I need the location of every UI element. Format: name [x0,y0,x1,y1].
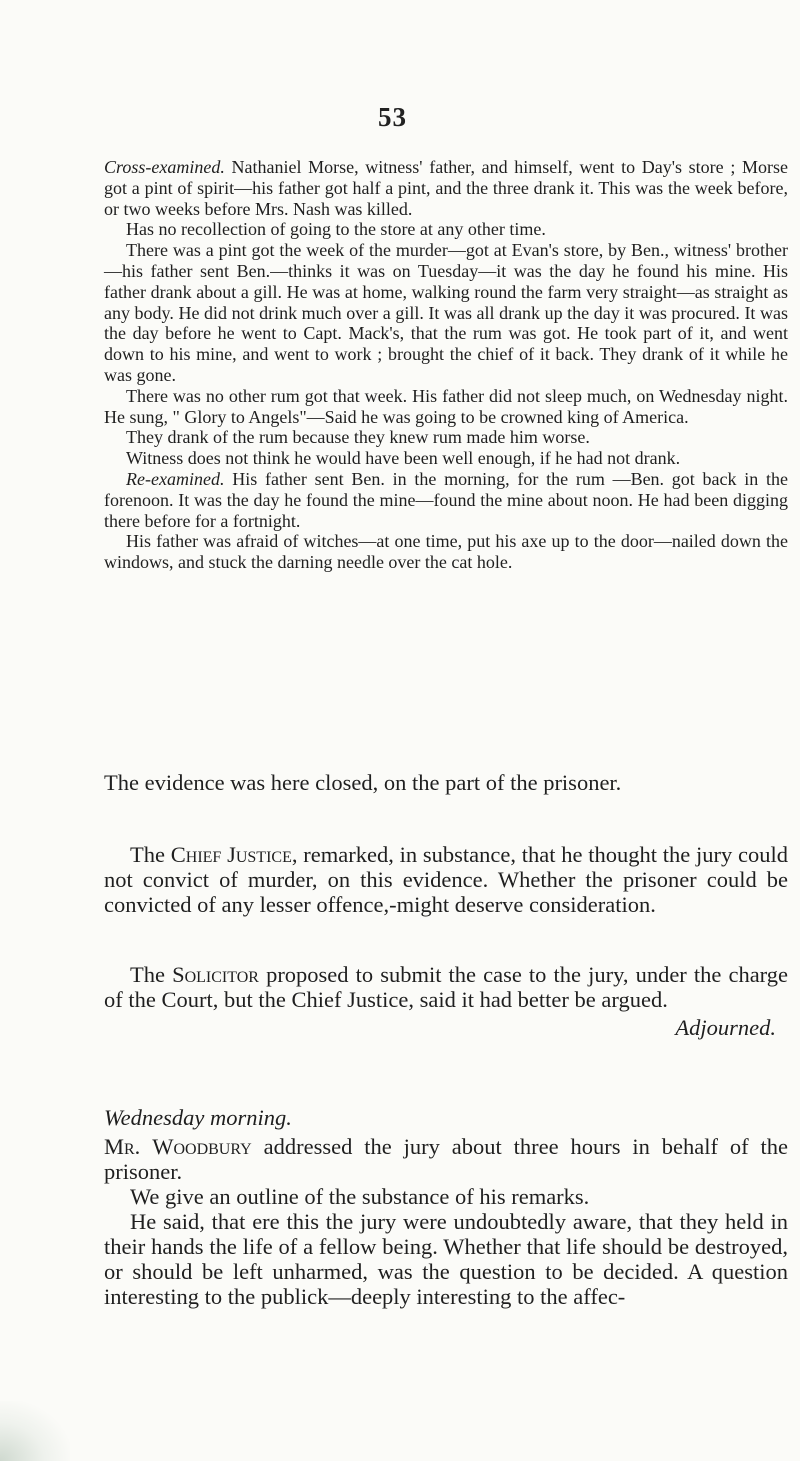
evidence-closed-paragraph: The evidence was here closed, on the part of the prisoner. [104,770,622,795]
adjourned-label: Adjourned. [675,1015,776,1040]
testimony-paragraph: Witness does not think he would have been well enough, if he had not drank. [126,448,681,469]
chief-justice-text: , remarked, in substance, that he thought the jury could not convict of murder, on this evidence. Whether the prisoner could be convicted of any lesser offence,-might deserve consideration. [104,842,789,917]
solicitor-section [104,962,788,1040]
chief-justice-paragraph [104,842,788,917]
adjourned-note [104,1015,788,1040]
cross-examination-text: Nathaniel Morse, witness' father, and himself, went to Day's store ; Morse got a pint of spirit—his father got half a pint, and the three drank it. This was the week before, or two weeks before Mrs. Nash was killed. [104,157,788,219]
woodbury-text: addressed the jury about three hours in behalf of the prisoner. [104,1134,789,1184]
testimony-paragraph: They drank of the rum because they knew rum made him worse. [126,427,590,448]
chief-justice-section [104,842,788,917]
solicitor-text: proposed to submit the case to the jury, under the charge of the Court, but the Chief Justice, said it had better be argued. [104,962,789,1012]
page-number: 53 [378,102,407,132]
woodbury-paragraph [104,1134,788,1184]
cross-examined-label: Cross-examined. [104,157,225,177]
chief-justice-prefix: The [130,842,165,867]
testimony-paragraph: There was a pint got the week of the murder—got at Evan's store, by Ben., witness' brother—his father sent Ben.—thinks it was on Tuesday—it was the day he found his mine. His father drank about a gill. He was at home, walking round the farm very straight—as straight as any body. He did not drink much over a gill. It was all drank up the day it was procured. It was the day before he went to Capt. Mack's, that the rum was got. He took part of it, and went down to his mine, and went to work ; brought the chief of it back. They drank of it while he was gone. [104,240,788,385]
outline-paragraph: We give an outline of the substance of his remarks. [130,1184,590,1209]
testimony-paragraph: Has no recollection of going to the store at any other time. [126,219,546,240]
day-heading-text: Wednesday morning. [104,1105,292,1130]
page-corner-stain [0,1401,70,1461]
chief-justice-name: Chief Justice [170,842,292,867]
cross-examination-paragraph [104,157,788,219]
evidence-closed-section [104,770,788,795]
woodbury-prefix: Mr. [104,1134,141,1159]
woodbury-name: Woodbury [152,1134,252,1159]
solicitor-name: Solicitor [172,962,259,987]
testimony-section [104,157,788,573]
solicitor-prefix: The [130,962,165,987]
testimony-paragraph: There was no other rum got that week. His father did not sleep much, on Wednesday night. He sung, " Glory to Angels"—Said he was going to be crowned king of America. [104,385,788,427]
re-examination-paragraph [104,469,788,531]
day-heading [104,1105,788,1130]
solicitor-paragraph [104,962,788,1012]
wednesday-section [104,1105,788,1309]
re-examined-label: Re-examined. [126,468,225,489]
testimony-paragraph: His father was afraid of witches—at one time, put his axe up to the door—nailed down the windows, and stuck the darning needle over the cat hole. [104,531,788,573]
remarks-paragraph: He said, that ere this the jury were undoubtedly aware, that they held in their hands the life of a fellow being. Whether that life should be destroyed, or should be left unharmed, was the question to be decided. A question interesting to the publick—deeply interesting to the affec- [104,1209,788,1309]
re-examination-text: His father sent Ben. in the morning, for the rum —Ben. got back in the forenoon. It was the day he found the mine—found the mine about noon. He had been digging there before for a fortnight. [104,468,789,531]
